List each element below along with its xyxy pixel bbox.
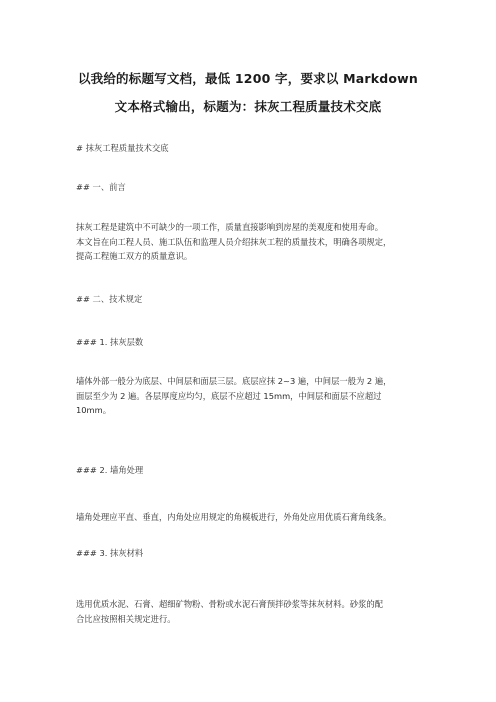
prompt-title-line-1: 以我给的标题写文档，最低 1200 字，要求以 Markdown [77, 71, 419, 86]
material-line-2: 合比应按照相关规定进行。 [76, 613, 176, 624]
prompt-title-line-2: 文本格式输出，标题为：抹灰工程质量技术交底 [114, 99, 382, 114]
corner-line-1: 墙角处理应平直、垂直，内角处应用规定的角模板进行，外角处应用优质石膏角线条。 [76, 512, 392, 522]
markdown-h3-layers: ### 1. 抹灰层数 [76, 337, 144, 347]
layers-line-1: 墙体外部一般分为底层、中间层和面层三层。底层应抹 2~3 遍，中间层一般为 2 遍， [76, 376, 392, 386]
layers-paragraph [76, 374, 436, 418]
corner-paragraph [76, 510, 436, 525]
preface-line-2: 本文旨在向工程人员、施工队伍和监理人员介绍抹灰工程的质量技术，明确各项规定， [76, 236, 392, 247]
markdown-h2-preface: ## 一、前言 [76, 182, 126, 192]
preface-line-3: 提高工程施工双方的质量意识。 [76, 251, 193, 262]
layers-line-2: 面层至少为 2 遍。各层厚度应均匀，底层不应超过 15mm，中间层和面层不应超过 [76, 390, 382, 401]
markdown-h3-material: ### 3. 抹灰材料 [76, 548, 144, 558]
preface-line-1: 抹灰工程是建筑中不可缺少的一项工作，质量直接影响到房屋的美观度和使用寿命。 [76, 222, 383, 232]
material-line-1: 选用优质水泥、石膏、超细矿物粉、骨粉或水泥石膏预拌砂浆等抹灰材料。砂浆的配 [76, 599, 383, 609]
markdown-h1: # 抹灰工程质量技术交底 [76, 143, 169, 153]
layers-line-3: 10mm。 [76, 405, 112, 416]
material-paragraph [76, 597, 436, 626]
preface-paragraph [76, 220, 436, 264]
markdown-h2-rules: ## 二、技术规定 [76, 294, 143, 304]
markdown-h3-corner: ### 2. 墙角处理 [76, 465, 144, 475]
